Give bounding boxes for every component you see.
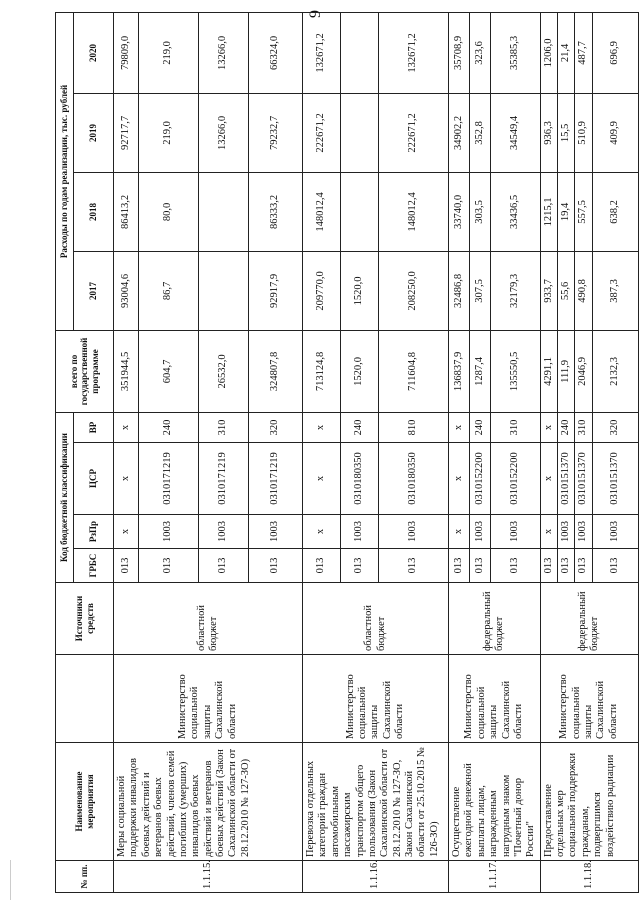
cell-2020: 132671,2 bbox=[303, 12, 341, 93]
header-2019: 2019 bbox=[74, 93, 114, 172]
cell-2018: 19,4 bbox=[558, 172, 575, 251]
cell-2020: 35708,9 bbox=[449, 12, 470, 93]
cell-grbs: 013 bbox=[139, 549, 199, 583]
cell-2020: 21,4 bbox=[558, 12, 575, 93]
cell-csr: 0310151370 bbox=[575, 443, 592, 515]
cell-2017: 55,6 bbox=[558, 251, 575, 330]
cell-total: 135550,5 bbox=[491, 330, 540, 412]
cell-total: 4291,1 bbox=[540, 330, 557, 412]
cell-grbs: 013 bbox=[379, 549, 449, 583]
cell-vr: 310 bbox=[491, 412, 540, 442]
cell-total: 26532,0 bbox=[199, 330, 249, 412]
cell-2017 bbox=[199, 251, 249, 330]
cell-grbs: 013 bbox=[558, 549, 575, 583]
cell-total: 711604,8 bbox=[379, 330, 449, 412]
cell-total: 2132,3 bbox=[592, 330, 638, 412]
cell-2019: 409,9 bbox=[592, 93, 638, 172]
row-number: 1.1.17. bbox=[449, 861, 541, 893]
cell-2019: 13266,0 bbox=[199, 93, 249, 172]
cell-vr: 810 bbox=[379, 412, 449, 442]
cell-csr: 0310171219 bbox=[199, 443, 249, 515]
header-grbs: ГРБС bbox=[74, 549, 114, 583]
cell-2019: 222671,2 bbox=[303, 93, 341, 172]
header-2017: 2017 bbox=[74, 251, 114, 330]
cell-2017: 490,8 bbox=[575, 251, 592, 330]
cell-grbs: 013 bbox=[575, 549, 592, 583]
cell-2020: 1206,0 bbox=[540, 12, 557, 93]
cell-csr: 0310151370 bbox=[558, 443, 575, 515]
cell-2019: 15,5 bbox=[558, 93, 575, 172]
header-vr: ВР bbox=[74, 412, 114, 442]
cell-2017: 92917,9 bbox=[249, 251, 303, 330]
cell-grbs: 013 bbox=[249, 549, 303, 583]
cell-2018 bbox=[341, 172, 379, 251]
cell-rzpr: 1003 bbox=[199, 515, 249, 549]
cell-2019: 34902,2 bbox=[449, 93, 470, 172]
cell-2019: 79232,7 bbox=[249, 93, 303, 172]
executor: Министерство социальной защиты Сахалинской области bbox=[114, 655, 303, 743]
cell-csr: х bbox=[303, 443, 341, 515]
cell-2019: 510,9 bbox=[575, 93, 592, 172]
cell-2019 bbox=[341, 93, 379, 172]
cell-vr: 320 bbox=[249, 412, 303, 442]
table-row bbox=[449, 12, 470, 892]
cell-2018: 638,2 bbox=[592, 172, 638, 251]
header-kbk: Код бюджетной классификации bbox=[56, 412, 74, 582]
cell-2017: 32179,3 bbox=[491, 251, 540, 330]
cell-csr: 0310152200 bbox=[491, 443, 540, 515]
measure-name: Осуществление ежегодной денежной выплаты лицам, награжденным нагрудным знаком "Почетный донор России" bbox=[449, 743, 541, 861]
cell-grbs: 013 bbox=[303, 549, 341, 583]
cell-csr: 0310171219 bbox=[139, 443, 199, 515]
executor: Министерство социальной защиты Сахалинской области bbox=[303, 655, 449, 743]
header-2020: 2020 bbox=[74, 12, 114, 93]
funding-source: областной бюджет bbox=[303, 583, 449, 655]
cell-rzpr: 1003 bbox=[249, 515, 303, 549]
cell-grbs: 013 bbox=[592, 549, 638, 583]
header-2018: 2018 bbox=[74, 172, 114, 251]
cell-2017: 933,7 bbox=[540, 251, 557, 330]
measure-name: Предоставление отдельных мер социальной поддержки гражданам, подвергшимся воздействию радиации bbox=[540, 743, 638, 861]
cell-csr: 0310152200 bbox=[470, 443, 491, 515]
cell-2020: 13266,0 bbox=[199, 12, 249, 93]
header-csr: ЦСР bbox=[74, 443, 114, 515]
executor: Министерство социальной защиты Сахалинской области bbox=[449, 655, 541, 743]
budget-table bbox=[55, 12, 639, 893]
header-source: Источники средств bbox=[56, 583, 114, 655]
cell-total: 111,9 bbox=[558, 330, 575, 412]
cell-2019: 222671,2 bbox=[379, 93, 449, 172]
table-row bbox=[303, 12, 341, 892]
cell-total: 713124,8 bbox=[303, 330, 341, 412]
cell-rzpr: 1003 bbox=[139, 515, 199, 549]
cell-2017: 93004,6 bbox=[114, 251, 139, 330]
cell-vr: х bbox=[303, 412, 341, 442]
cell-2020 bbox=[341, 12, 379, 93]
cell-total: 1520,0 bbox=[341, 330, 379, 412]
executor: Министерство социальной защиты Сахалинской области bbox=[540, 655, 638, 743]
cell-grbs: 013 bbox=[540, 549, 557, 583]
cell-2018: 86333,2 bbox=[249, 172, 303, 251]
cell-2017: 307,5 bbox=[470, 251, 491, 330]
cell-total: 1287,4 bbox=[470, 330, 491, 412]
cell-2018: 557,5 bbox=[575, 172, 592, 251]
cell-rzpr: 1003 bbox=[379, 515, 449, 549]
cell-2018: 86413,2 bbox=[114, 172, 139, 251]
cell-2018: 33740,0 bbox=[449, 172, 470, 251]
cell-vr: 240 bbox=[470, 412, 491, 442]
page-number: 9 bbox=[307, 10, 324, 18]
cell-2020: 66324,0 bbox=[249, 12, 303, 93]
cell-csr: 0310180350 bbox=[341, 443, 379, 515]
cell-2020: 132671,2 bbox=[379, 12, 449, 93]
cell-rzpr: х bbox=[449, 515, 470, 549]
cell-rzpr: 1003 bbox=[575, 515, 592, 549]
cell-rzpr: 1003 bbox=[470, 515, 491, 549]
cell-2019: 352,8 bbox=[470, 93, 491, 172]
funding-source: федеральный бюджет bbox=[449, 583, 541, 655]
cell-2018: 148012,4 bbox=[303, 172, 341, 251]
table-row bbox=[540, 12, 557, 892]
cell-vr: 240 bbox=[139, 412, 199, 442]
scan-edge-mark bbox=[10, 860, 12, 900]
cell-rzpr: 1003 bbox=[592, 515, 638, 549]
table-row bbox=[114, 12, 139, 892]
cell-2018 bbox=[199, 172, 249, 251]
cell-2017: 208250,0 bbox=[379, 251, 449, 330]
cell-2020: 79809,0 bbox=[114, 12, 139, 93]
cell-2019: 92717,7 bbox=[114, 93, 139, 172]
cell-2018: 148012,4 bbox=[379, 172, 449, 251]
cell-csr: х bbox=[449, 443, 470, 515]
funding-source: федеральный бюджет bbox=[540, 583, 638, 655]
cell-rzpr: 1003 bbox=[341, 515, 379, 549]
cell-2017: 387,3 bbox=[592, 251, 638, 330]
cell-vr: х bbox=[114, 412, 139, 442]
cell-2020: 219,0 bbox=[139, 12, 199, 93]
row-number: 1.1.16. bbox=[303, 861, 449, 893]
cell-total: 2046,9 bbox=[575, 330, 592, 412]
cell-2018: 80,0 bbox=[139, 172, 199, 251]
measure-name: Перевозка отдельных категорий граждан автомобильным пассажирским транспортом общего пользования (Закон Сахалинской области от 28.12.2010 № 127-ЗО, Закон Сахалинской области от 25.10.2015 № 126-ЗО) bbox=[303, 743, 449, 861]
cell-vr: х bbox=[540, 412, 557, 442]
cell-2018: 303,5 bbox=[470, 172, 491, 251]
cell-grbs: 013 bbox=[341, 549, 379, 583]
header-executor bbox=[56, 655, 114, 743]
cell-csr: х bbox=[540, 443, 557, 515]
header-rzpr: РзПр bbox=[74, 515, 114, 549]
cell-csr: 0310171219 bbox=[249, 443, 303, 515]
cell-vr: 320 bbox=[592, 412, 638, 442]
cell-2017: 32486,8 bbox=[449, 251, 470, 330]
header-no: № пп. bbox=[56, 861, 114, 893]
cell-2019: 34549,4 bbox=[491, 93, 540, 172]
cell-rzpr: 1003 bbox=[558, 515, 575, 549]
funding-source: областной бюджет bbox=[114, 583, 303, 655]
cell-2017: 86,7 bbox=[139, 251, 199, 330]
measure-name: Меры социальной поддержки инвалидов боевых действий и ветеранов боевых действий, членов семей погибших (умерших) инвалидов боевых действий и ветеранов боевых действий (Закон Сахалинской области от 28.12.2010 № 127-ЗО) bbox=[114, 743, 303, 861]
cell-2020: 696,9 bbox=[592, 12, 638, 93]
header-total: всего по государственной программе bbox=[56, 330, 114, 412]
cell-2018: 33436,5 bbox=[491, 172, 540, 251]
cell-rzpr: х bbox=[114, 515, 139, 549]
cell-total: 324807,8 bbox=[249, 330, 303, 412]
cell-grbs: 013 bbox=[449, 549, 470, 583]
cell-grbs: 013 bbox=[199, 549, 249, 583]
header-name: Наименование мероприятия bbox=[56, 743, 114, 861]
cell-csr: 0310180350 bbox=[379, 443, 449, 515]
cell-csr: 0310151370 bbox=[592, 443, 638, 515]
cell-rzpr: 1003 bbox=[491, 515, 540, 549]
cell-2017: 1520,0 bbox=[341, 251, 379, 330]
cell-grbs: 013 bbox=[470, 549, 491, 583]
cell-2017: 209770,0 bbox=[303, 251, 341, 330]
row-number: 1.1.18. bbox=[540, 861, 638, 893]
cell-2020: 323,6 bbox=[470, 12, 491, 93]
cell-vr: 310 bbox=[199, 412, 249, 442]
cell-vr: х bbox=[449, 412, 470, 442]
cell-rzpr: х bbox=[303, 515, 341, 549]
cell-2020: 487,7 bbox=[575, 12, 592, 93]
cell-2019: 936,3 bbox=[540, 93, 557, 172]
cell-2019: 219,0 bbox=[139, 93, 199, 172]
cell-grbs: 013 bbox=[491, 549, 540, 583]
rotated-table-container bbox=[55, 13, 621, 893]
cell-vr: 240 bbox=[341, 412, 379, 442]
cell-total: 604,7 bbox=[139, 330, 199, 412]
cell-rzpr: х bbox=[540, 515, 557, 549]
cell-total: 136837,9 bbox=[449, 330, 470, 412]
row-number: 1.1.15. bbox=[114, 861, 303, 893]
header-expenses: Расходы по годам реализации, тыс. рублей bbox=[56, 12, 74, 330]
cell-total: 351944,5 bbox=[114, 330, 139, 412]
cell-2018: 1215,1 bbox=[540, 172, 557, 251]
cell-csr: х bbox=[114, 443, 139, 515]
cell-vr: 310 bbox=[575, 412, 592, 442]
cell-grbs: 013 bbox=[114, 549, 139, 583]
cell-2020: 35385,3 bbox=[491, 12, 540, 93]
cell-vr: 240 bbox=[558, 412, 575, 442]
